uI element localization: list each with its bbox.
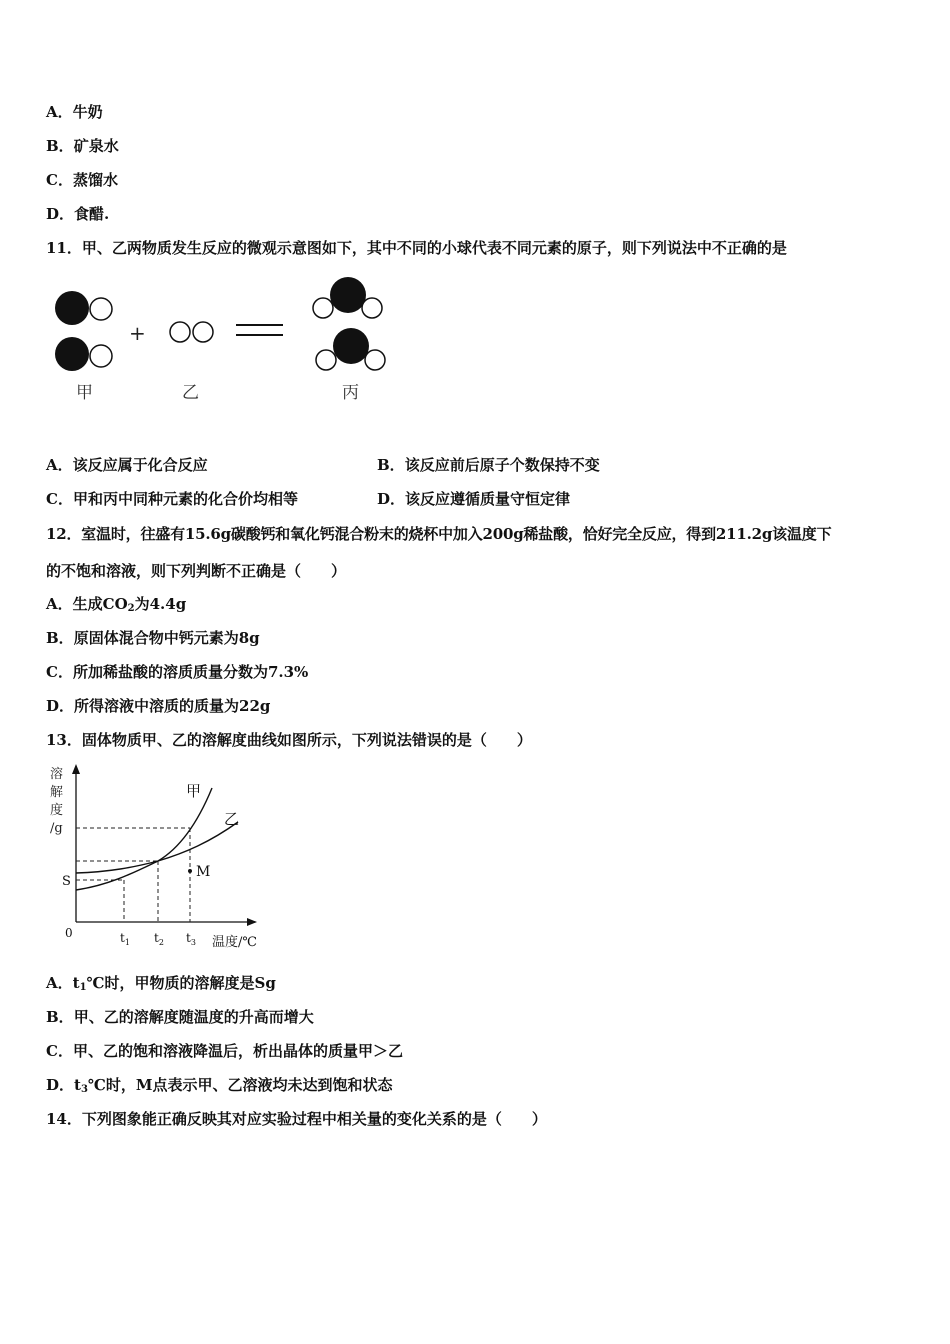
curve-jia (76, 788, 212, 890)
curve-yi-label: 乙 (224, 810, 240, 828)
q13-option-b: B．甲、乙的溶解度随温度的升高而增大 (46, 1008, 314, 1026)
y-axis-arrow (72, 764, 80, 774)
q10-option-c: C．蒸馏水 (46, 171, 118, 189)
q10-option-a: A．牛奶 (46, 103, 103, 121)
s-label: S (62, 874, 71, 889)
origin-label: 0 (65, 926, 73, 940)
label-yi: 乙 (182, 383, 199, 403)
y-axis-label-1: 溶 (50, 767, 64, 782)
molecule-yi (170, 322, 213, 342)
molecule-jia-1 (55, 291, 112, 325)
point-m-label: M (196, 864, 211, 880)
curve-yi (76, 822, 238, 873)
tick-t2: $t_2$ (154, 931, 164, 947)
x-axis-arrow (247, 918, 257, 926)
q11-reaction-diagram (40, 272, 400, 412)
q14-stem: 14．下列图象能正确反映其对应实验过程中相关量的变化关系的是（ ） (46, 1110, 547, 1128)
q12-option-b: B．原固体混合物中钙元素为8g (46, 629, 260, 647)
q10-option-d: D．食醋. (46, 205, 110, 223)
tick-t3: $t_3$ (186, 931, 196, 947)
molecule-bing-2 (316, 328, 385, 370)
q12-stem-line1: 12．室温时，往盛有15.6g碳酸钙和氧化钙混合粉末的烧杯中加入200g稀盐酸，恰好完全反应，得到211.2g该温度下 (46, 525, 832, 543)
q12-option-c: C．所加稀盐酸的溶质质量分数为7.3% (46, 663, 309, 681)
label-bing: 丙 (342, 383, 359, 403)
q11-option-a: A．该反应属于化合反应 (46, 456, 208, 474)
q12-option-a: A．生成$CO_2$为4.4g (46, 595, 187, 614)
x-axis-label: 温度/℃ (212, 935, 257, 950)
equals-sign (236, 325, 283, 335)
label-jia: 甲 (76, 383, 93, 403)
q13-option-a: A．$t_1℃$时，甲物质的溶解度是Sg (46, 974, 276, 993)
q10-option-b: B．矿泉水 (46, 137, 119, 155)
q13-stem: 13．固体物质甲、乙的溶解度曲线如图所示，下列说法错误的是（ ） (46, 731, 532, 749)
q12-stem-line2: 的不饱和溶液，则下列判断不正确是（ ） (46, 562, 347, 580)
molecule-bing-1 (313, 277, 382, 318)
y-axis-label-2: 解 (50, 785, 64, 800)
q13-option-d: D．$t_3℃$时，M点表示甲、乙溶液均未达到饱和状态 (46, 1076, 393, 1095)
y-axis-label-3: 度 (50, 803, 64, 818)
q13-option-c: C．甲、乙的饱和溶液降温后，析出晶体的质量甲＞乙 (46, 1042, 403, 1060)
q11-option-b: B．该反应前后原子个数保持不变 (377, 456, 600, 474)
plus-sign: + (129, 321, 146, 345)
q12-option-d: D．所得溶液中溶质的质量为22g (46, 697, 271, 715)
y-axis-label-4: /g (50, 821, 63, 836)
q11-stem: 11．甲、乙两物质发生反应的微观示意图如下，其中不同的小球代表不同元素的原子，则下列说法中不正确的是 (46, 239, 787, 257)
point-m (188, 869, 192, 873)
q13-solubility-chart (40, 760, 270, 955)
tick-t1: $t_1$ (120, 931, 130, 947)
q11-option-c: C．甲和丙中同种元素的化合价均相等 (46, 490, 298, 508)
curve-jia-label: 甲 (186, 782, 202, 800)
q11-option-d: D．该反应遵循质量守恒定律 (377, 490, 571, 508)
guide-lines (76, 828, 190, 922)
molecule-jia-2 (55, 337, 112, 371)
